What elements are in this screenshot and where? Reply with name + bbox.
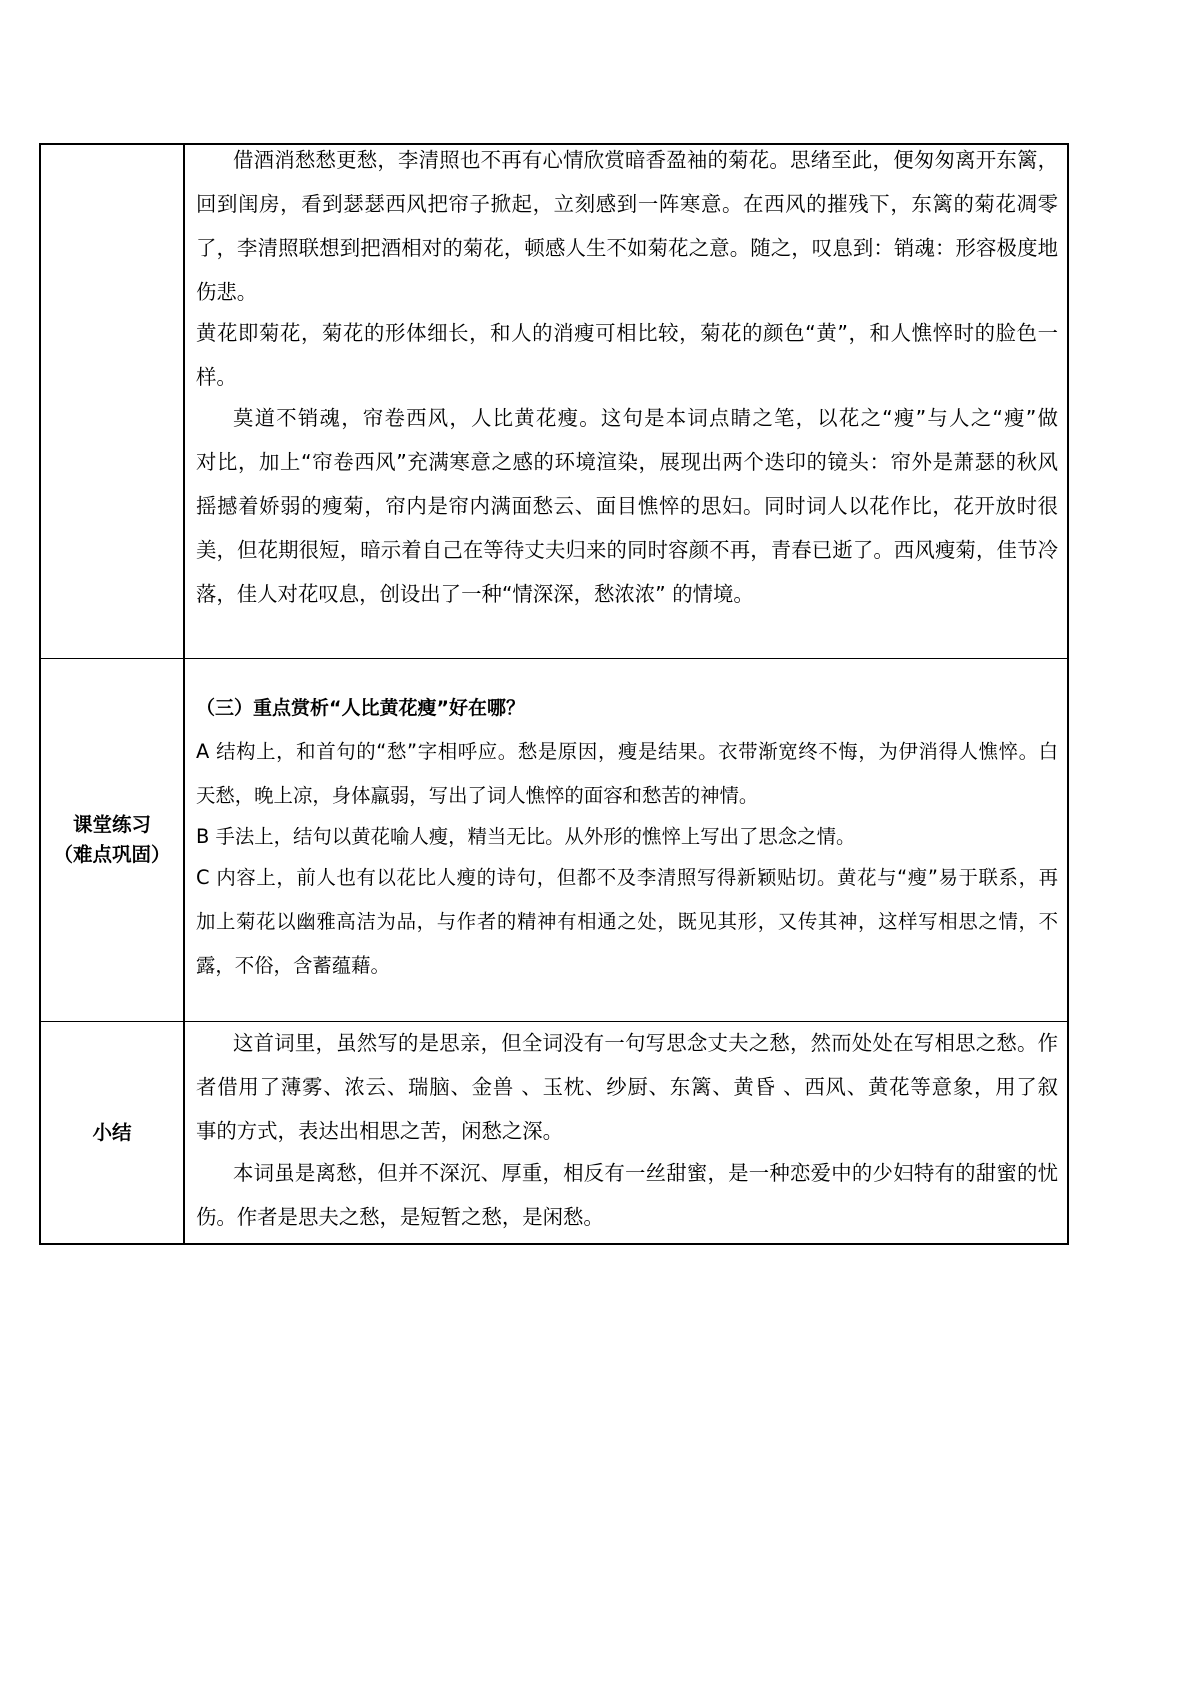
text-line: 事的方式，表达出相思之苦，闲愁之深。 (196, 1119, 564, 1143)
paragraph (196, 1021, 1058, 1153)
paragraph (196, 856, 1058, 988)
table-row-reflection (41, 145, 1067, 659)
text-line: A 结构上，和首句的“愁”字相呼应。愁是原因，瘦是结果。衣带渐宽终不悔，为伊消得人憔悴。白 (196, 740, 1058, 763)
text-line: 了，李清照联想到把酒相对的菊花，顿感人生不如菊花之意。随之，叹息到：销魂：形容极度地 (196, 236, 1058, 260)
paragraph (196, 1151, 1058, 1239)
text-line: 伤悲。 (196, 280, 258, 304)
paragraph (196, 396, 1058, 616)
text-line: 美，但花期很短，暗示着自己在等待丈夫归来的同时容颜不再，青春已逝了。西风瘦菊，佳节冷 (196, 538, 1058, 562)
text-line: C 内容上，前人也有以花比人瘦的诗句，但都不及李清照写得新颖贴切。黄花与“瘦”易于联系，再 (196, 866, 1058, 889)
paragraph (196, 138, 1058, 314)
text-line: 露，不俗，含蓄蕴藉。 (196, 954, 390, 977)
row-label-summary (41, 1022, 185, 1243)
lesson-table (39, 143, 1069, 1245)
row-content-practice (185, 659, 1067, 1021)
row-label-line: 小结 (92, 1120, 132, 1144)
section-heading: （三）重点赏析“人比黄花瘦”好在哪？ (196, 697, 525, 719)
text-line: 回到闺房，看到瑟瑟西风把帘子掀起，立刻感到一阵寒意。在西风的摧残下，东篱的菊花凋零 (196, 192, 1058, 216)
text-line: 本词虽是离愁，但并不深沉、厚重，相反有一丝甜蜜，是一种恋爱中的少妇特有的甜蜜的忧 (233, 1161, 1058, 1185)
text-line: 黄花即菊花，菊花的形体细长，和人的消瘦可相比较，菊花的颜色“黄”，和人憔悴时的脸色一 (196, 321, 1058, 345)
text-line: 天愁，晚上凉，身体羸弱，写出了词人憔悴的面容和愁苦的神情。 (196, 784, 759, 807)
text-line: 摇撼着娇弱的瘦菊，帘内是帘内满面愁云、面目憔悴的思妇。同时词人以花作比，花开放时很 (196, 494, 1058, 518)
paragraph (196, 730, 1058, 818)
text-line: 加上菊花以幽雅高洁为品，与作者的精神有相通之处，既见其形，又传其神，这样写相思之情，不 (196, 910, 1058, 933)
row-label-empty (41, 145, 185, 658)
text-line: 这首词里，虽然写的是思亲，但全词没有一句写思念丈夫之愁，然而处处在写相思之愁。作 (233, 1031, 1058, 1055)
text-line: 莫道不销魂，帘卷西风，人比黄花瘦。这句是本词点睛之笔，以花之“瘦”与人之“瘦”做 (233, 406, 1058, 430)
row-label-practice (41, 659, 185, 1021)
text-line: 对比，加上“帘卷西风”充满寒意之感的环境渲染，展现出两个迭印的镜头：帘外是萧瑟的秋风 (196, 450, 1058, 474)
text-line: 样。 (196, 365, 237, 389)
paragraph (196, 815, 1058, 859)
row-label-line: （难点巩固） (53, 843, 171, 866)
text-line: B 手法上，结句以黄花喻人瘦，精当无比。从外形的憔悴上写出了思念之情。 (196, 825, 856, 848)
text-line: 者借用了薄雾、浓云、瑞脑、金兽 、玉枕、纱厨、东篱、黄昏 、西风、黄花等意象，用了叙 (196, 1075, 1058, 1099)
row-label-line: 课堂练习 (72, 813, 151, 836)
text-line: 伤。作者是思夫之愁，是短暂之愁，是闲愁。 (196, 1205, 604, 1229)
row-content-reflection (185, 145, 1067, 658)
table-row-summary (41, 1022, 1067, 1243)
text-line: 借酒消愁愁更愁，李清照也不再有心情欣赏暗香盈袖的菊花。思绪至此，便匆匆离开东篱， (233, 148, 1058, 172)
table-row-practice (41, 659, 1067, 1022)
text-line: 落，佳人对花叹息，创设出了一种“情深深，愁浓浓” 的情境。 (196, 582, 754, 606)
row-content-summary (185, 1022, 1067, 1243)
paragraph (196, 311, 1058, 399)
